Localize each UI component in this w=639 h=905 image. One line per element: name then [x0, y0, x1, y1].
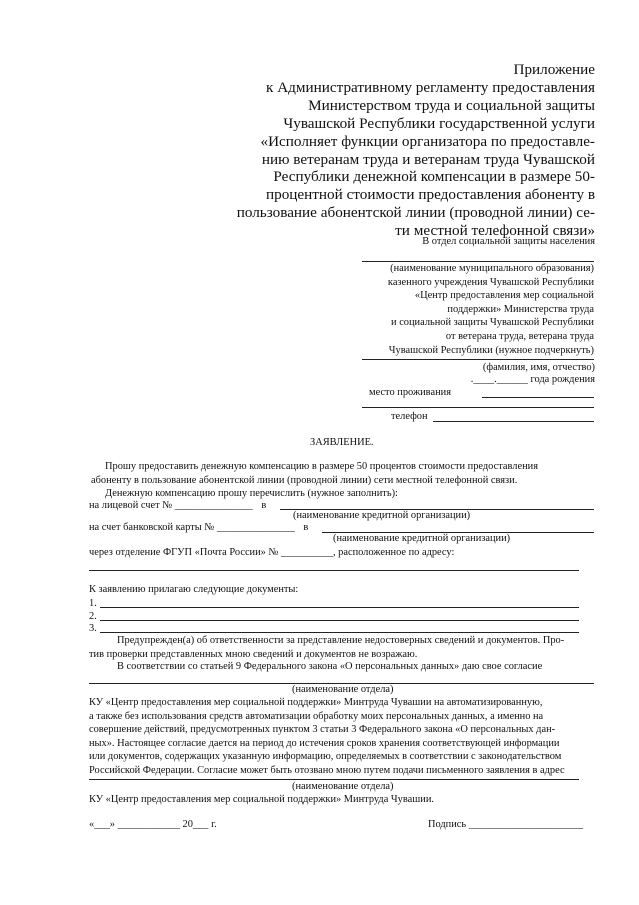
appendix-line: процентной стоимости предоставления абоненту в: [265, 186, 595, 204]
appendix-line: нию ветеранам труда и ветеранам труда Чувашской: [261, 150, 595, 168]
appendix-line: ти местной телефонной связи»: [395, 222, 595, 240]
appendix-line: Республики денежной компенсации в размере 50-: [273, 168, 595, 186]
account-field[interactable]: _______________: [174, 500, 253, 511]
account-row: [89, 499, 266, 513]
post-number-field[interactable]: __________: [281, 547, 333, 558]
appendix-line: к Административному регламенту предоставления: [266, 78, 595, 96]
residence-label: место проживания: [369, 387, 451, 398]
card-field[interactable]: _______________: [216, 522, 295, 533]
card-in-label: в: [303, 522, 309, 533]
municipality-hint: (наименование муниципального образования) казенного учреждения Чувашской Республики «Центр предоставления мер социальной поддержки» Министерства труда и социальной защиты Чувашской Республики от ветерана труда, ветерана труда Чувашской Республики (нужное подчеркнуть): [387, 263, 594, 356]
dept-hint-2: (наименование отдела): [292, 781, 394, 792]
warning-paragraph: Предупрежден(а) об ответственности за представление недостоверных сведений и документов. Про- тив проверки представленных мною сведений и документов не возражаю.: [89, 635, 565, 660]
post-row: [89, 546, 454, 560]
post-address-label: , расположенное по адресу:: [332, 547, 455, 558]
post-label: через отделение ФГУП «Почта России» №: [89, 547, 279, 558]
addressee-to: В отдел социальной защиты населения: [422, 236, 595, 247]
document-item-field-1[interactable]: [100, 607, 579, 608]
account-label: на лицевой счет №: [89, 500, 173, 511]
card-label: на счет банковской карты №: [89, 522, 215, 533]
appendix-line: Министерством труда и социальной защиты: [308, 96, 595, 114]
credit-org-hint: (наименование кредитной организации): [293, 510, 471, 521]
date-field[interactable]: «___» ____________ 20___ г.: [89, 819, 217, 830]
appendix-header: [237, 61, 595, 240]
phone-field[interactable]: [433, 421, 594, 422]
appendix-line: «Исполняет функции организатора по предоставле-: [260, 132, 595, 150]
document-item-number: 1.: [89, 598, 97, 609]
consent-paragraph: КУ «Центр предоставления мер социальной поддержки» Минтруда Чувашии на автоматизированную, а также без использования средств автоматизации обработку моих персональных данных, а именно на совершение действий, предусмотренных пунктом 3 статьи 3 Федерального закона «О персональных дан- ных». Настоящее согласие дается на период до истечения сроков хранения соответствующей информации или документов, содержащих указанную информацию, определяемых в соответствии с законодательством Российской Федерации. Согласие может быть отозвано мною путем подачи письменного заявления в адрес: [89, 697, 565, 776]
fio-field[interactable]: [362, 359, 594, 360]
appendix-line: Чувашской Республики государственной услуги: [283, 114, 595, 132]
appendix-line: пользование абонентской линии (проводной линии) се-: [236, 204, 595, 222]
residence-field-2[interactable]: [362, 407, 594, 408]
card-row: [89, 521, 308, 535]
signature-field[interactable]: Подпись ______________________: [428, 819, 584, 830]
post-address-field[interactable]: [89, 570, 579, 571]
document-item-number: 2.: [89, 611, 97, 622]
document-title: ЗАЯВЛЕНИЕ.: [310, 437, 374, 448]
appendix-line: Приложение: [513, 61, 595, 78]
documents-intro: К заявлению прилагаю следующие документы:: [89, 584, 299, 595]
request-paragraph: Прошу предоставить денежную компенсацию в размере 50 процентов стоимости предоставления абоненту в пользование абонентской линии (проводной линии) сети местной телефонной связи. Денежную компенсацию прошу перечислить (нужное заполнить):: [91, 461, 538, 500]
account-in-label: в: [261, 500, 267, 511]
document-item-number: 3.: [89, 623, 97, 634]
residence-field[interactable]: [482, 397, 594, 398]
credit-org-hint-2: (наименование кредитной организации): [333, 533, 511, 544]
document-item-field-3[interactable]: [100, 632, 579, 633]
document-item-field-2[interactable]: [100, 620, 579, 621]
dept-hint: (наименование отдела): [292, 684, 394, 695]
consent-intro: В соответствии со статьей 9 Федерального закона «О персональных данных» даю свое согласие: [117, 661, 543, 672]
fio-hint: (фамилия, имя, отчество): [482, 362, 595, 373]
phone-label: телефон: [391, 411, 428, 422]
consent-closing: КУ «Центр предоставления мер социальной поддержки» Минтруда Чувашии.: [89, 794, 434, 805]
birth-year-field[interactable]: .____.______ года рождения: [470, 374, 595, 385]
